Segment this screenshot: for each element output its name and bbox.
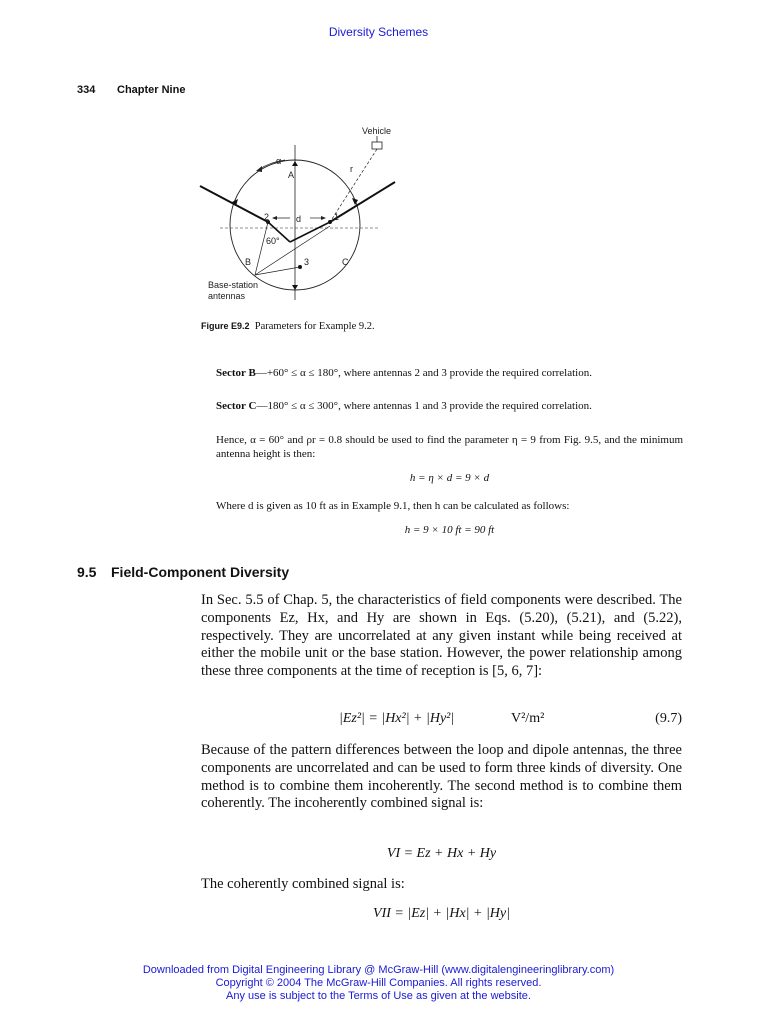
- caption-label: Figure E9.2: [201, 321, 250, 331]
- base-station-label-line2: antennas: [208, 291, 246, 301]
- footer-download-link[interactable]: Downloaded from Digital Engineering Library @ McGraw-Hill (www.digitalengineeringlibrary.com): [142, 964, 615, 976]
- right-antenna-arm: [330, 182, 395, 222]
- equation-h: h = η × d = 9 × d: [409, 472, 490, 484]
- where-paragraph: Where d is given as 10 ft as in Example 9.1, then h can be calculated as follows:: [216, 500, 570, 512]
- hence-paragraph: Hence, α = 60° and ρr = 0.8 should be used to find the parameter η = 9 from Fig. 9.5, and the minimum antenna height is then:: [216, 434, 683, 460]
- section-number: 9.5: [77, 564, 97, 580]
- paragraph-intro: In Sec. 5.5 of Chap. 5, the characteristics of field components were described. The components Ez, Hx, and Hy are shown in Eqs. (5.20), (5.21), and (5.22), respectively. They are uncorrelated at any given instant while being received at either the mobile unit or the base station. However, the power relationship among these three components at the time of reception is [5, 6, 7]:: [201, 592, 682, 680]
- section-title: Field-Component Diversity: [111, 564, 290, 580]
- pointer-1: [255, 226, 330, 275]
- equation-9-7-number: (9.7): [655, 711, 682, 726]
- sector-c-heading: Sector C: [216, 400, 257, 412]
- paragraph-coherent-intro: The coherently combined signal is:: [201, 876, 405, 892]
- base-station-label-line1: Base-station: [208, 280, 259, 290]
- antenna-3-label: 3: [304, 257, 310, 267]
- chapter-label: Chapter Nine: [117, 84, 186, 96]
- r-label: r: [350, 164, 353, 174]
- equation-incoherent: VI = Ez + Hx + Hy: [386, 846, 497, 861]
- alpha-label: α: [276, 156, 282, 166]
- antenna-1-dot: [328, 220, 332, 224]
- antenna-2-label: 2: [264, 212, 270, 222]
- arm-arrow-right: [352, 198, 358, 205]
- vehicle-icon: [372, 142, 382, 149]
- figure-e9-2-diagram: [190, 120, 420, 310]
- sector-c-paragraph: [216, 399, 683, 413]
- paragraph-diversity: Because of the pattern differences between the loop and dipole antennas, the three components are uncorrelated and can be used to form three kinds of diversity. One method is to combine them incoherently. The second method is to combine them coherently. The incoherently combined signal is:: [201, 742, 682, 812]
- sector-b-paragraph: [216, 366, 683, 380]
- sector-c-label: C: [342, 257, 349, 267]
- running-header: Diversity Schemes: [328, 25, 429, 39]
- d-label: d: [296, 214, 302, 224]
- figure-caption: [201, 320, 401, 333]
- pointer-2: [255, 222, 268, 275]
- equation-9-7-body: |Ez²| = |Hx²| + |Hy²|: [339, 711, 455, 726]
- vehicle-label: Vehicle: [362, 126, 392, 136]
- page-number: 334: [77, 84, 96, 96]
- equation-coherent: VII = |Ez| + |Hx| + |Hy|: [373, 906, 510, 921]
- sector-b-text: —+60° ≤ α ≤ 180°, where antennas 2 and 3 provide the required correlation.: [255, 367, 592, 379]
- sector-b-label: B: [245, 257, 252, 267]
- footer-terms[interactable]: Any use is subject to the Terms of Use as given at the website.: [226, 990, 531, 1002]
- sector-b-heading: Sector B: [216, 367, 256, 379]
- sector-a-label: A: [288, 170, 295, 180]
- angle-label: 60°: [266, 236, 280, 246]
- caption-text: Parameters for Example 9.2.: [254, 321, 375, 332]
- equation-9-7-units: V²/m²: [511, 711, 545, 726]
- footer: [0, 964, 757, 1003]
- equation-h-value: h = 9 × 10 ft = 90 ft: [404, 524, 495, 536]
- footer-copyright: Copyright © 2004 The McGraw-Hill Companies. All rights reserved.: [215, 977, 542, 989]
- sector-c-text: —180° ≤ α ≤ 300°, where antennas 1 and 3 provide the required correlation.: [256, 400, 592, 412]
- antenna-1-label: 1: [334, 212, 340, 222]
- section-heading: [77, 564, 289, 580]
